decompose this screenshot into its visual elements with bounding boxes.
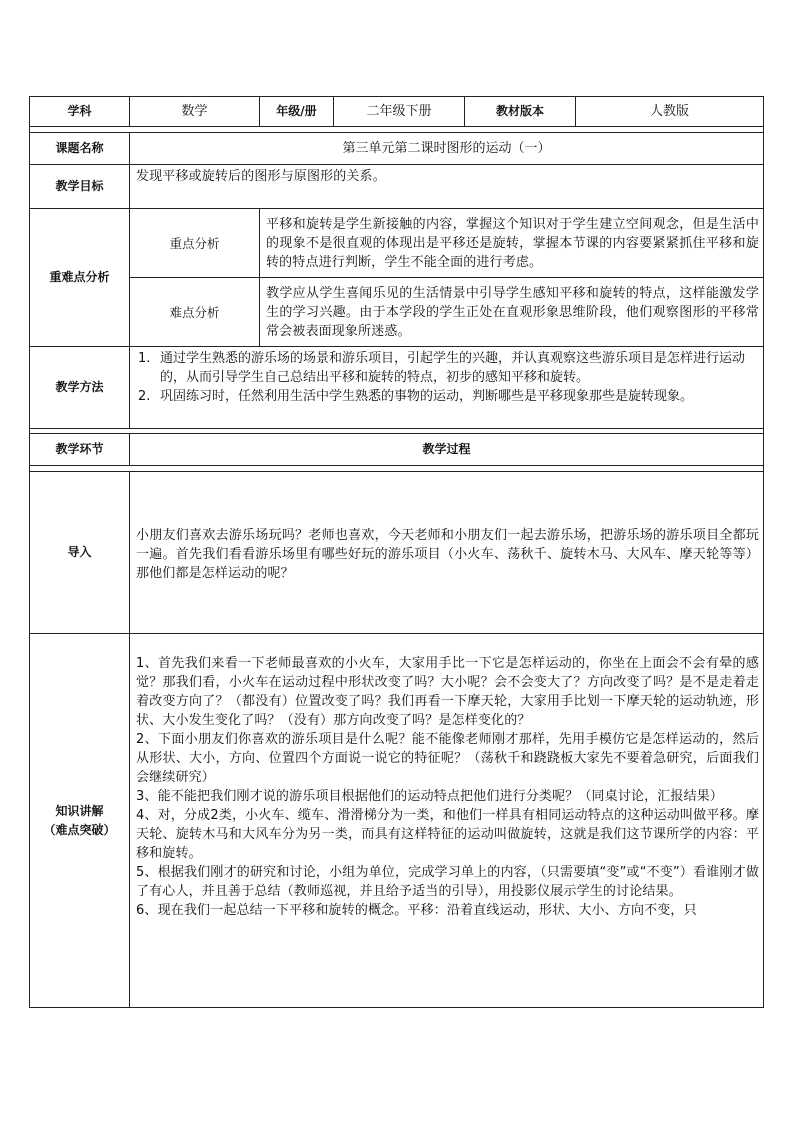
method-row [30, 347, 764, 429]
intro-label: 导入 [30, 472, 130, 634]
knowledge-paragraph: 4、对，分成2类，小火车、缆车、滑滑梯分为一类，和他们一样具有相同运动特点的这种运动叫做平移。摩天轮、旋转木马和大风车分为另一类，而具有这样特征的运动叫做旋转，这就是我们这节课所学的内容：平移和旋转。 [136, 808, 759, 861]
intro-row [30, 472, 764, 634]
knowledge-paragraph: 2、下面小朋友们你喜欢的游乐项目是什么呢？能不能像老师刚才那样，先用手模仿它是怎样运动的，然后从形状、大小，方向、位置四个方面说一说它的特征呢？（荡秋千和跷跷板大家先不要着急研究，后面我们会继续研究） [136, 732, 759, 785]
key-analysis-label: 重点分析 [130, 209, 260, 278]
subject-value: 数学 [130, 97, 260, 127]
difficult-analysis-row [30, 278, 764, 347]
lesson-plan-sheet [29, 96, 763, 1008]
method-item-text: 通过学生熟悉的游乐场的场景和游乐项目，引起学生的兴趣，并认真观察这些游乐项目是怎样进行运动的，从而引导学生自己总结出平移和旋转的特点，初步的感知平移和旋转。 [160, 351, 746, 385]
objective-label: 教学目标 [30, 165, 130, 209]
objective-row [30, 165, 764, 209]
lesson-name-label: 课题名称 [30, 133, 130, 165]
knowledge-content [130, 634, 764, 1008]
method-item-text: 巩固练习时，任然利用生活中学生熟悉的事物的运动，判断哪些是平移现象那些是旋转现象。 [160, 389, 694, 404]
knowledge-paragraph: 5、根据我们刚才的研究和讨论，小组为单位，完成学习单上的内容，（只需要填“变”或“不变”）看谁刚才做了有心人，并且善于总结（教师巡视，并且给予适当的引导），用投影仪展示学生的讨论结果。 [136, 865, 759, 899]
knowledge-label-line1: 知识讲解 [55, 803, 104, 818]
key-analysis-row [30, 209, 764, 278]
edition-value: 人教版 [576, 97, 764, 127]
knowledge-paragraph: 3、能不能把我们刚才说的游乐项目根据他们的运动特点把他们进行分类呢？（同桌讨论，汇报结果） [136, 789, 724, 804]
method-label: 教学方法 [30, 347, 130, 429]
knowledge-label-line2: （难点突破） [43, 822, 116, 837]
edition-label: 教材版本 [465, 97, 576, 127]
header-row [30, 97, 764, 127]
stage-label: 教学环节 [30, 434, 130, 466]
knowledge-paragraph: 6、现在我们一起总结一下平移和旋转的概念。平移：沿着直线运动，形状、大小、方向不变，只 [136, 903, 697, 918]
method-list [130, 349, 759, 406]
knowledge-label [30, 634, 130, 1008]
method-item-number: 1. [138, 351, 151, 366]
intro-text: 小朋友们喜欢去游乐场玩吗？老师也喜欢，今天老师和小朋友们一起去游乐场，把游乐场的游乐项目全都玩一遍。首先我们看看游乐场里有哪些好玩的游乐项目（小火车、荡秋千、旋转木马、大风车、摩天轮等等）那他们都是怎样运动的呢？ [130, 472, 764, 634]
method-item [136, 387, 759, 406]
method-item [136, 349, 759, 387]
grade-label: 年级/册 [260, 97, 334, 127]
knowledge-row [30, 634, 764, 1008]
method-content [130, 347, 764, 429]
difficult-analysis-label: 难点分析 [130, 278, 260, 347]
lesson-name-value: 第三单元第二课时图形的运动（一） [130, 133, 764, 165]
grade-value: 二年级下册 [334, 97, 465, 127]
process-header-row [30, 434, 764, 466]
analysis-label: 重难点分析 [30, 209, 130, 347]
process-label: 教学过程 [130, 434, 764, 466]
key-analysis-text: 平移和旋转是学生新接触的内容，掌握这个知识对于学生建立空间观念，但是生活中的现象不是很直观的体现出是平移还是旋转，掌握本节课的内容要紧紧抓住平移和旋转的特点进行判断，学生不能全面的进行考虑。 [260, 209, 764, 278]
knowledge-paragraph: 1、首先我们来看一下老师最喜欢的小火车，大家用手比一下它是怎样运动的，你坐在上面会不会有晕的感觉？那我们看，小火车在运动过程中形状改变了吗？大小呢？会不会变大了？方向改变了吗？是不是走着走着改变方向了？（都没有）位置改变了吗？我们再看一下摩天轮，大家用手比划一下摩天轮的运动轨迹，形状、大小发生变化了吗？（没有）那方向改变了吗？是怎样变化的？ [136, 656, 759, 728]
objective-text: 发现平移或旋转后的图形与原图形的关系。 [130, 165, 764, 209]
method-item-number: 2. [138, 389, 151, 404]
lesson-plan-table [29, 96, 764, 1008]
difficult-analysis-text: 教学应从学生喜闻乐见的生活情景中引导学生感知平移和旋转的特点，这样能激发学生的学习兴趣。由于本学段的学生正处在直观形象思维阶段，他们观察图形的平移常常会被表面现象所迷惑。 [260, 278, 764, 347]
subject-label: 学科 [30, 97, 130, 127]
lesson-name-row [30, 133, 764, 165]
